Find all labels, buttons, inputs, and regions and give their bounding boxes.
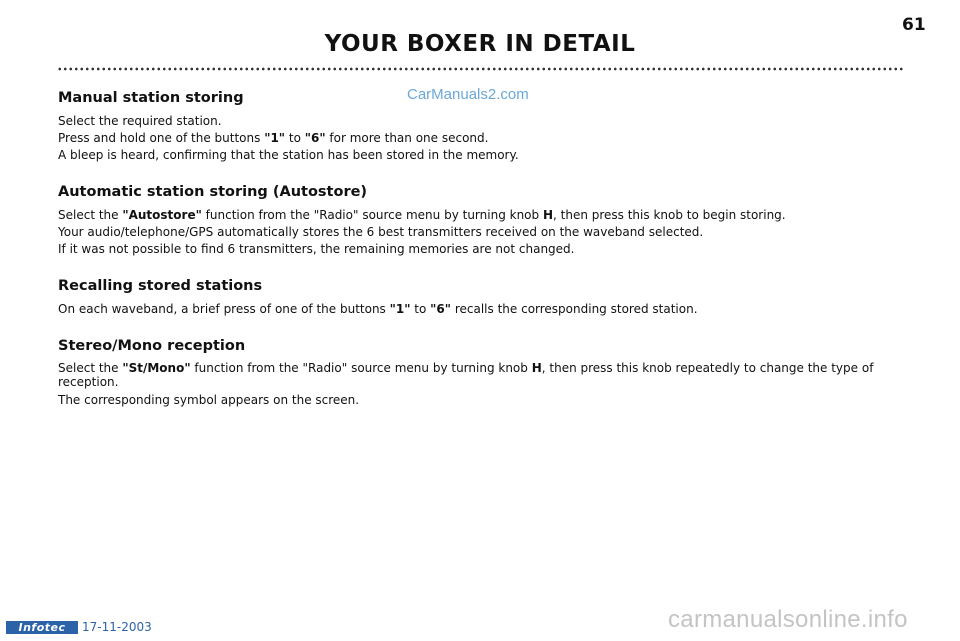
bold-text: "6"	[430, 302, 452, 316]
text: A bleep is heard, confirming that the station has been stored in the memory.	[58, 148, 519, 162]
site-watermark[interactable]: carmanualsonline.info	[668, 606, 908, 633]
paragraph-line	[58, 361, 908, 389]
text: If it was not possible to find 6 transmitters, the remaining memories are not changed.	[58, 242, 575, 256]
section-autostore	[58, 184, 908, 258]
section-heading: Automatic station storing (Autostore)	[58, 184, 368, 200]
text: , then press this knob repeatedly to change the type of reception.	[58, 361, 874, 389]
text: function from the "Radio" source menu by turning knob	[190, 361, 532, 375]
text: Select the	[58, 208, 123, 222]
bold-text: "1"	[389, 302, 411, 316]
text: , then press this knob to begin storing.	[553, 208, 786, 222]
watermark-text: CarManuals2.com	[407, 86, 529, 103]
paragraph-line	[58, 147, 908, 164]
bold-text: H	[531, 361, 542, 375]
text: The corresponding symbol appears on the screen.	[58, 393, 360, 407]
text: Press and hold one of the buttons	[58, 131, 265, 145]
bold-text: "St/Mono"	[122, 361, 191, 375]
bold-text: "6"	[304, 131, 326, 145]
paragraph-line	[58, 224, 908, 241]
bold-text: "Autostore"	[122, 208, 202, 222]
text: function from the "Radio" source menu by turning knob	[201, 208, 543, 222]
section-manual-storing	[58, 90, 908, 164]
footer-date: 17-11-2003	[82, 620, 152, 634]
paragraph-line	[58, 130, 908, 147]
bold-text: H	[542, 208, 553, 222]
section-heading: Recalling stored stations	[58, 278, 263, 294]
document-body	[58, 90, 908, 409]
paragraph-line	[58, 241, 908, 258]
section-recalling	[58, 278, 908, 318]
page-number: 61	[902, 15, 926, 35]
text: to	[410, 302, 431, 316]
text: Select the	[58, 361, 123, 375]
text: Your audio/telephone/GPS automatically stores the 6 best transmitters received on the waveband selected.	[58, 225, 704, 239]
section-heading: Manual station storing	[58, 90, 244, 106]
paragraph-line	[58, 301, 908, 318]
section-heading: Stereo/Mono reception	[58, 338, 246, 354]
text: Select the required station.	[58, 114, 222, 128]
infotec-logo: Infotec	[6, 621, 78, 634]
paragraph-line	[58, 207, 908, 224]
text: to	[285, 131, 305, 145]
bold-text: "1"	[264, 131, 286, 145]
section-stereo-mono	[58, 338, 908, 409]
paragraph-line	[58, 392, 908, 409]
text: On each waveband, a brief press of one of the buttons	[58, 302, 390, 316]
paragraph-line	[58, 113, 908, 130]
text: recalls the corresponding stored station.	[451, 302, 698, 316]
page-title: YOUR BOXER IN DETAIL	[324, 31, 636, 57]
dotted-divider	[57, 67, 905, 71]
text: for more than one second.	[325, 131, 489, 145]
